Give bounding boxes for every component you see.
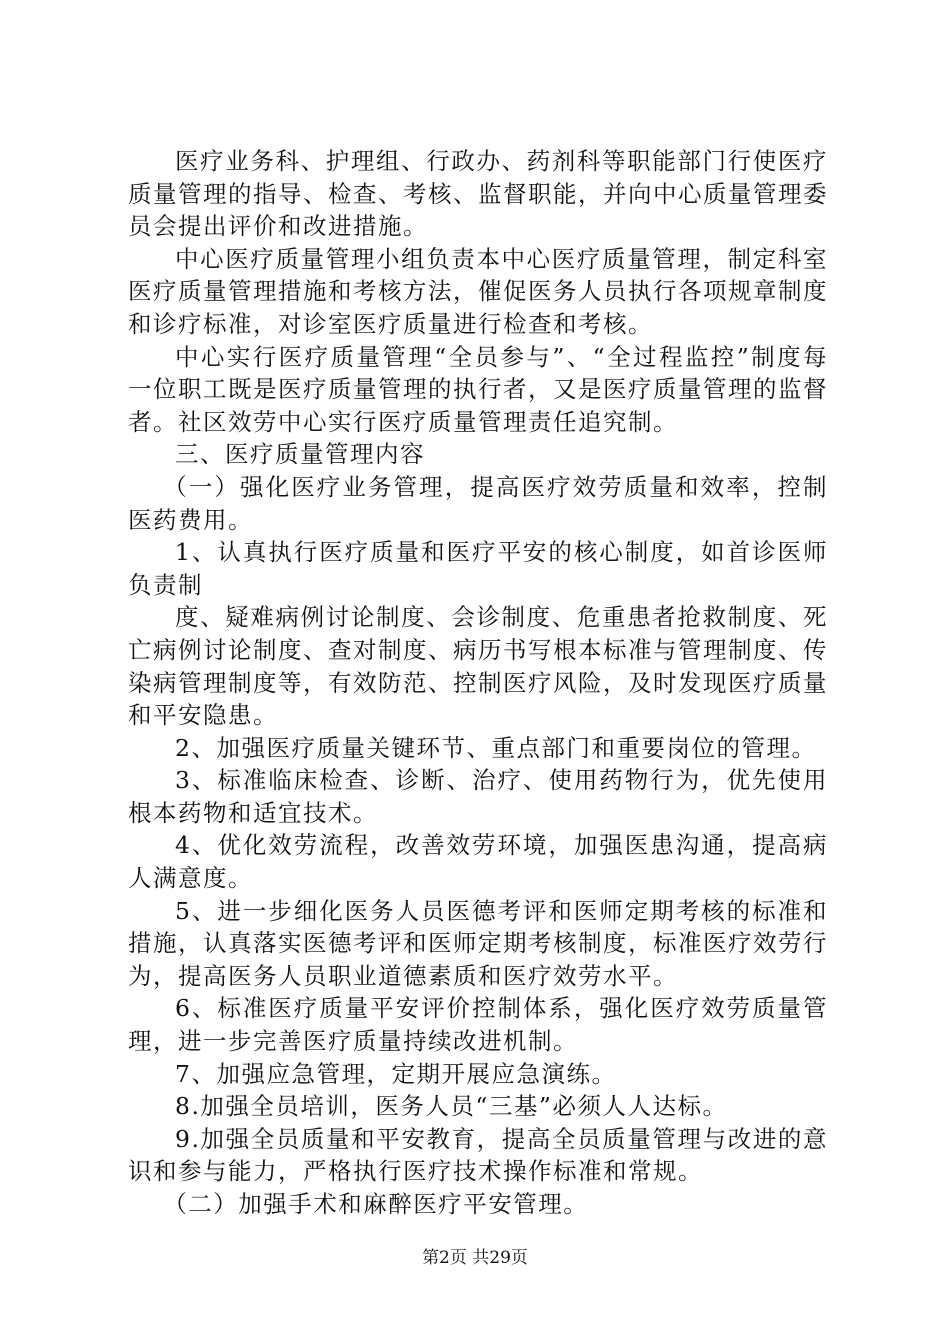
list-item: 9.加强全员质量和平安教育，提高全员质量管理与改进的意识和参与能力，严格执行医疗技术操作标准和常规。	[128, 1124, 828, 1186]
page-footer: 第2页 共29页	[422, 1248, 528, 1268]
paragraph: 医疗业务科、护理组、行政办、药剂科等职能部门行使医疗质量管理的指导、检查、考核、监督职能，并向中心质量管理委员会提出评价和改进措施。	[128, 147, 828, 241]
body-text	[128, 145, 828, 1221]
section-heading: 三、医疗质量管理内容	[175, 440, 425, 469]
list-item-continued: 度、疑难病例讨论制度、会诊制度、危重患者抢救制度、死亡病例讨论制度、查对制度、病历书写根本标准与管理制度、传染病管理制度等，有效防范、控制医疗风险，及时发现医疗质量和平安隐患。	[128, 603, 828, 730]
list-item: 2、加强医疗质量关键环节、重点部门和重要岗位的管理。	[175, 733, 817, 762]
list-item: 8.加强全员培训，医务人员“三基”必须人人达标。	[175, 1092, 728, 1121]
list-item: 3、标准临床检查、诊断、治疗、使用药物行为，优先使用根本药物和适宜技术。	[128, 766, 828, 827]
paragraph: 中心医疗质量管理小组负责本中心医疗质量管理，制定科室医疗质量管理措施和考核方法，催促医务人员执行各项规章制度和诊疗标准，对诊室医疗质量进行检查和考核。	[128, 244, 828, 338]
subsection-heading: （一）强化医疗业务管理，提高医疗效劳质量和效率，控制医药费用。	[128, 472, 828, 534]
subsection-heading: （二）加强手术和麻醉医疗平安管理。	[163, 1190, 589, 1218]
list-item: 7、加强应急管理，定期开展应急演练。	[175, 1059, 617, 1088]
list-item: 1、认真执行医疗质量和医疗平安的核心制度，如首诊医师负责制	[128, 538, 828, 599]
list-item: 5、进一步细化医务人员医德考评和医师定期考核的标准和措施，认真落实医德考评和医师定期考核制度，标准医疗效劳行为，提高医务人员职业道德素质和医疗效劳水平。	[128, 896, 828, 990]
list-item: 6、标准医疗质量平安评价控制体系，强化医疗效劳质量管理，进一步完善医疗质量持续改进机制。	[128, 994, 828, 1056]
paragraph: 中心实行医疗质量管理“全员参与”、“全过程监控”制度每一位职工既是医疗质量管理的执行者，又是医疗质量管理的监督者。社区效劳中心实行医疗质量管理责任追究制。	[128, 342, 828, 436]
list-item: 4、优化效劳流程，改善效劳环境，加强医患沟通，提高病人满意度。	[128, 831, 828, 893]
